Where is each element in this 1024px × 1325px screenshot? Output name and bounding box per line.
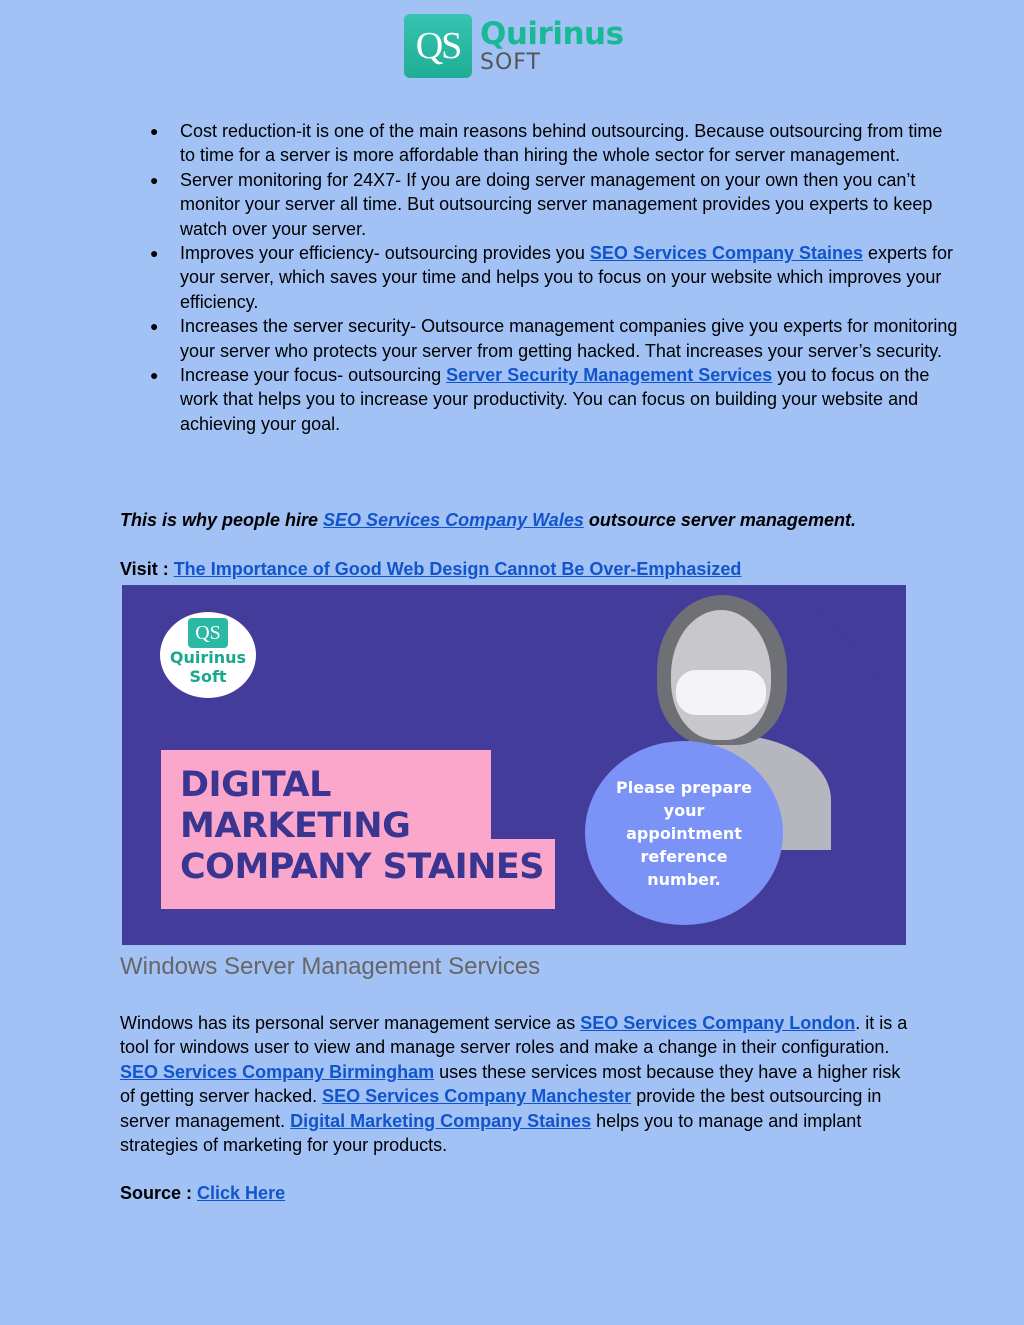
para-text: helps you to manage and implant strategies of marketing for your products. (120, 1110, 862, 1156)
appointment-circle (585, 741, 783, 925)
headline-line: DIGITAL (180, 765, 331, 805)
para-text: provide the best outsourcing in server management. (120, 1086, 882, 1131)
source-line (120, 1181, 910, 1205)
headline-line: MARKETING (180, 806, 411, 846)
list-item (180, 168, 960, 241)
list-item (180, 241, 960, 314)
qs-logo-badge: QS (404, 14, 472, 78)
click-here-link[interactable]: Click Here (197, 1183, 286, 1203)
list-item (180, 119, 960, 168)
bullet-text: you to focus on the work that helps you to increase your productivity. You can focus on building your website and achieving your goal. (180, 365, 930, 434)
seo-wales-link[interactable]: SEO Services Company Wales (323, 510, 584, 530)
banner-logo-line1: Quirinus (169, 648, 247, 667)
bullet-text: Improves your efficiency- outsourcing provides you (180, 243, 590, 264)
banner-logo-badge: QS (188, 618, 228, 648)
banner-logo-line2: Soft (189, 667, 227, 686)
seo-staines-link[interactable]: SEO Services Company Staines (589, 243, 863, 264)
logo-sub: SOFT (480, 49, 541, 75)
seo-london-link[interactable]: SEO Services Company London (580, 1013, 856, 1033)
digital-marketing-staines-link[interactable]: Digital Marketing Company Staines (290, 1110, 592, 1131)
visit-line (120, 557, 910, 581)
bullet-text: Increase your focus- outsourcing (180, 365, 447, 386)
windows-paragraph (120, 1011, 910, 1157)
digital-marketing-banner (122, 585, 906, 945)
web-design-link[interactable]: The Importance of Good Web Design Cannot Be Over-Emphasized (173, 559, 742, 579)
appointment-text: Please prepare your appointment reference number. (616, 777, 752, 889)
banner-logo (160, 612, 256, 698)
bullet-text: Server monitoring for 24X7- If you are doing server management on your own then you can’t monitor your server all time. But outsourcing server management provides you experts to keep watch over your server. (180, 169, 933, 239)
list-item (180, 314, 960, 363)
why-text: This is why people hire (120, 510, 324, 530)
bullet-text: Increases the server security- Outsource management companies give you experts for monitoring your server who protects your server from getting hacked. That increases your server’s security. (180, 316, 958, 361)
why-statement (120, 508, 910, 532)
para-text: uses these services most because they have a higher risk of getting server hacked. (120, 1061, 901, 1107)
bullet-text: Cost reduction-it is one of the main reasons behind outsourcing. Because outsourcing from time to time for a server is more affordable than hiring the whole sector for server management. (180, 121, 943, 166)
logo-name: Quirinus (480, 15, 624, 52)
headline-line: COMPANY STAINES (180, 847, 544, 887)
list-item (180, 363, 960, 436)
para-text: Windows has its personal server management service as (120, 1013, 581, 1033)
server-security-link[interactable]: Server Security Management Services (446, 365, 773, 386)
para-text: . it is a tool for windows user to view and manage server roles and make a change in their configuration. (120, 1013, 908, 1058)
section-title: Windows Server Management Services (120, 953, 541, 980)
seo-manchester-link[interactable]: SEO Services Company Manchester (322, 1086, 632, 1107)
benefits-list (120, 119, 960, 436)
quirinus-soft-logo (404, 14, 624, 78)
bullet-text: experts for your server, which saves your time and helps you to focus on your website which improves your efficiency. (180, 243, 954, 312)
why-text: outsource server management. (583, 510, 856, 530)
logo-wordmark (480, 15, 624, 75)
seo-birmingham-link[interactable]: SEO Services Company Birmingham (120, 1061, 435, 1082)
source-label: Source : (120, 1183, 198, 1203)
visit-label: Visit : (120, 559, 174, 579)
banner-headline (180, 765, 544, 888)
